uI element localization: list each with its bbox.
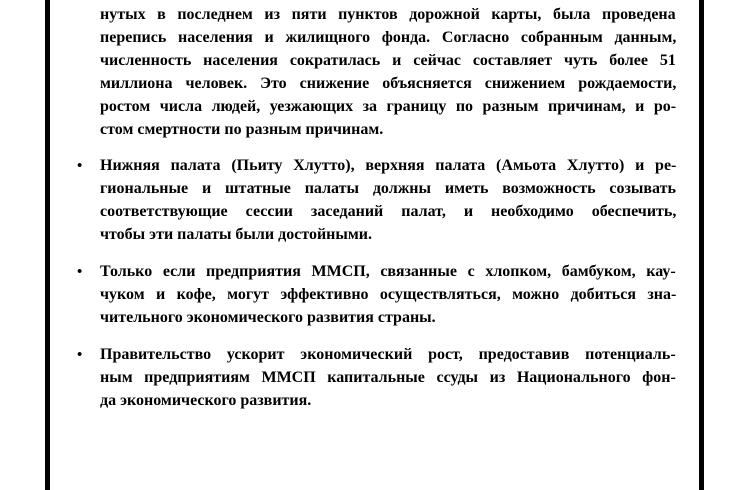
text-line: Только если предприятия ММСП, связанные с хлопком, бамбуком, кау-	[100, 263, 676, 281]
text-line: да экономического развития.	[100, 391, 312, 409]
text-line: ным предприятиям ММСП капитальные ссуды из Национального фон-	[100, 368, 676, 386]
document-body	[77, 4, 677, 427]
text-line: чительного экономического развития страны.	[100, 308, 436, 326]
text-line: перепись населения и жилищного фонда. Согласно собранным данным,	[100, 28, 677, 46]
text-line: Нижняя палата (Пьиту Хлутто), верхняя палата (Амьота Хлутто) и ре-	[100, 157, 677, 175]
text-line: нутых в последнем из пяти пунктов дорожной карты, была проведена	[100, 6, 676, 23]
text-line: численность населения сократилась и сейчас составляет чуть более 51	[100, 51, 676, 69]
text-line: стом смертности по разным причинам.	[100, 120, 384, 138]
bullet-icon: •	[77, 264, 83, 281]
bullet-icon: •	[77, 158, 83, 175]
text-line: соответствующие сессии заседаний палат, и необходимо обеспечить,	[100, 203, 677, 221]
bullet-icon: •	[77, 346, 83, 363]
text-line: ростом числа людей, уезжающих за границу по разным причинам, и ро-	[100, 97, 677, 115]
bullet-item-economic-growth	[77, 344, 676, 413]
bullet-item-parliament	[77, 155, 677, 247]
text-line: миллиона человек. Это снижение объясняется снижением рождаемости,	[100, 74, 677, 92]
text-line: гиональные и штатные палаты должны иметь возможность созывать	[100, 180, 676, 198]
text-line: Правительство ускорит экономический рост, предоставив потенциаль-	[100, 345, 676, 363]
paragraph-census	[100, 4, 676, 141]
text-line: чуком и кофе, могут эффективно осуществляться, можно добиться зна-	[100, 285, 677, 303]
text-line: чтобы эти палаты были достойными.	[100, 226, 373, 244]
bullet-item-msme	[77, 261, 677, 330]
